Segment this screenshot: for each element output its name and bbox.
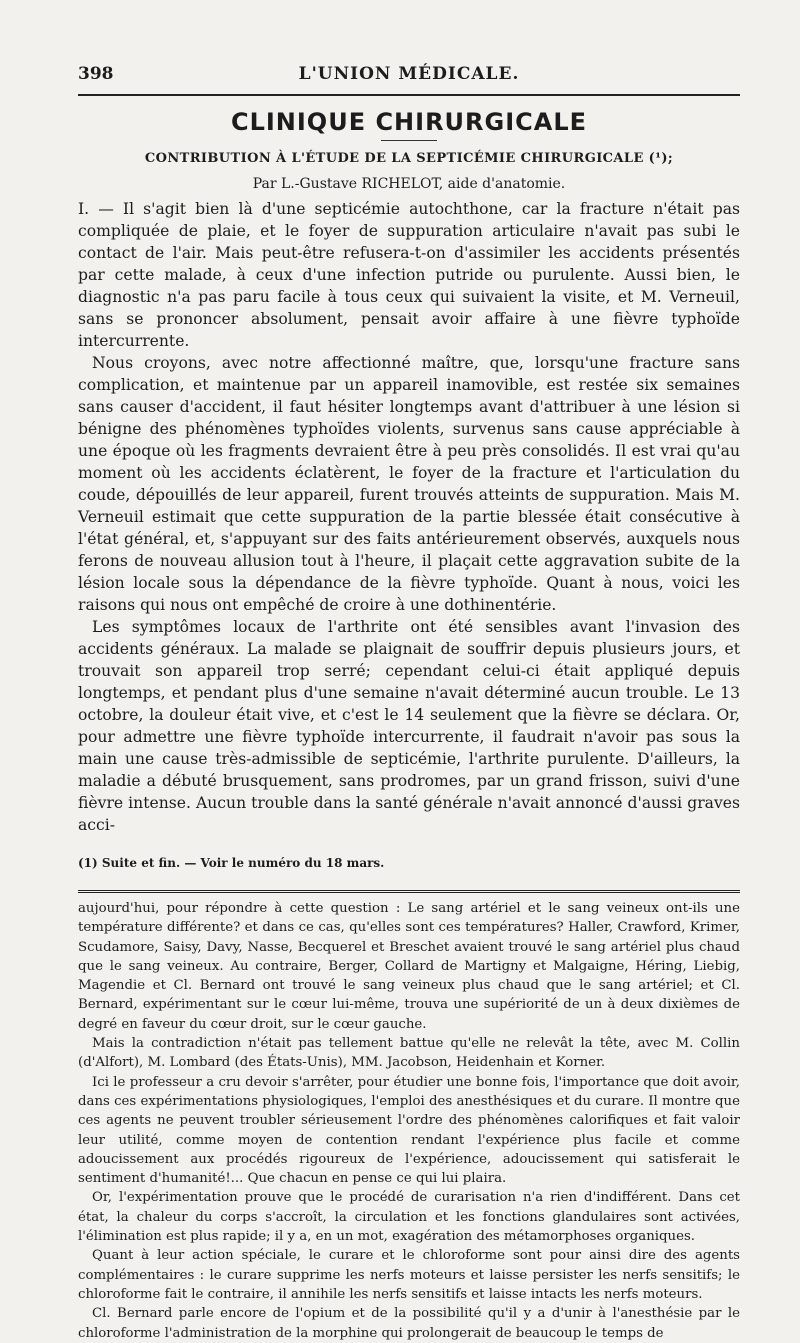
- section-divider: [381, 140, 437, 141]
- byline: Par L.-Gustave RICHELOT, aide d'anatomie.: [252, 176, 566, 192]
- feuilleton-paragraph: Mais la contradiction n'était pas tellement battue qu'elle ne relevât la tête, avec M. Collin (d'Alfort), M. Lombard (des États-Unis), MM. Jacobson, Heidenhain et Korner.: [78, 1036, 740, 1071]
- article-body: [78, 198, 740, 836]
- page-number: 398: [78, 64, 114, 84]
- feuilleton-paragraph: Ici le professeur a cru devoir s'arrêter, pour étudier une bonne fois, l'importance que doit avoir, dans ces expérimentations physiologiques, l'emploi des anesthésiques et du curare. Il montre que ces agents ne peuvent troubler sérieusement l'ordre des phénomènes calorifiques et fait valoir leur utilité, comme moyen de contention rendant l'expérience plus facile et comme adoucissement aux procédés rigoureux de l'expérience, adoucissement qui satisferait le sentiment d'humanité!... Que chacun en pense ce qui lui plaira.: [78, 1074, 740, 1187]
- feuilleton-paragraph: Cl. Bernard parle encore de l'opium et de la possibilité qu'il y a d'unir à l'anesthésie par le chloroforme l'administration de la morphine qui prolongerait de beaucoup le temps de: [78, 1306, 740, 1341]
- article-paragraph: Nous croyons, avec notre affectionné maître, que, lorsqu'une fracture sans complication, et maintenue par un appareil inamovible, est restée six semaines sans causer d'accident, il faut hésiter longtemps avant d'attribuer à une lésion si bénigne des phénomènes typhoïdes violents, survenus sans cause appréciable à une époque où les fragments devraient être à peu près consolidés. Il est vrai qu'au moment où les accidents éclatèrent, le foyer de la fracture et l'articulation du coude, dépouillés de leur appareil, furent trouvés atteints de suppuration. Mais M. Verneuil estimait que cette suppuration de la partie blessée était consécutive à l'état général, et, s'appuyant sur des faits antérieurement observés, auxquels nous ferons de nouveau allusion tout à l'heure, il plaçait cette aggravation subite de la lésion locale sous la dépendance de la fièvre typhoïde. Quant à nous, voici les raisons qui nous ont empêché de croire à une dothinentérie.: [78, 354, 740, 614]
- section-title: CLINIQUE CHIRURGICALE: [230, 108, 588, 136]
- journal-title: L'UNION MÉDICALE.: [298, 64, 520, 84]
- feuilleton-rule: [78, 890, 740, 893]
- article-paragraph: I. — Il s'agit bien là d'une septicémie autochthone, car la fracture n'était pas compliquée de plaie, et le foyer de suppuration articulaire n'avait pas subi le contact de l'air. Mais peut-être refusera-t-on d'assimiler les accidents présentés par cette malade, à ceux d'une infection putride ou purulente. Aussi bien, le diagnostic n'a pas paru facile à tous ceux qui suivaient la visite, et M. Verneuil, sans se prononcer absolument, pensait avoir affaire à une fièvre typhoïde intercurrente.: [78, 200, 740, 350]
- header-rule: [78, 94, 740, 96]
- feuilleton-body: [78, 899, 740, 1343]
- feuilleton-paragraph: Or, l'expérimentation prouve que le procédé de curarisation n'a rien d'indifférent. Dans cet état, la chaleur du corps s'accroît, la circulation et les fonctions glandulaires sont activées, l'élimination est plus rapide; il y a, en un mot, exagération des métamorphoses organiques.: [78, 1190, 740, 1245]
- footnote: (1) Suite et fin. — Voir le numéro du 18 mars.: [78, 856, 385, 870]
- feuilleton-paragraph: aujourd'hui, pour répondre à cette question : Le sang artériel et le sang veineux ont-ils une température différente? et dans ce cas, qu'elles sont ces températures? Haller, Crawford, Krimer, Scudamore, Saisy, Davy, Nasse, Becquerel et Breschet avaient trouvé le sang artériel plus chaud que le sang veineux. Au contraire, Berger, Collard de Martigny et Malgaigne, Héring, Liebig, Magendie et Cl. Bernard ont trouvé le sang veineux plus chaud que le sang artériel; et Cl. Bernard, expérimentant sur le cœur lui-même, trouva une supériorité de un à deux dixièmes de degré en faveur du cœur droit, sur le cœur gauche.: [78, 901, 740, 1032]
- feuilleton-paragraph: Quant à leur action spéciale, le curare et le chloroforme sont pour ainsi dire des agents complémentaires : le curare supprime les nerfs moteurs et laisse persister les nerfs sensitifs; le chloroforme fait le contraire, il annihile les nerfs sensitifs et laisse intacts les nerfs moteurs.: [78, 1248, 740, 1302]
- article-paragraph: Les symptômes locaux de l'arthrite ont été sensibles avant l'invasion des accidents généraux. La malade se plaignait de souffrir depuis plusieurs jours, et trouvait son appareil trop serré; cependant celui-ci était appliqué depuis longtemps, et pendant plus d'une semaine n'avait déterminé aucun trouble. Le 13 octobre, la douleur était vive, et c'est le 14 seulement que la fièvre se déclara. Or, pour admettre une fièvre typhoïde intercurrente, il faudrait n'avoir pas sous la main une cause très-admissible de septicémie, l'arthrite purulente. D'ailleurs, la maladie a débuté brusquement, sans prodromes, par un grand frisson, suivi d'une fièvre intense. Aucun trouble dans la santé générale n'avait annoncé d'aussi graves acci-: [78, 618, 740, 834]
- article-title: CONTRIBUTION À L'ÉTUDE DE LA SEPTICÉMIE CHIRURGICALE (¹);: [144, 151, 674, 166]
- running-head: [78, 62, 740, 88]
- page: [78, 62, 740, 1343]
